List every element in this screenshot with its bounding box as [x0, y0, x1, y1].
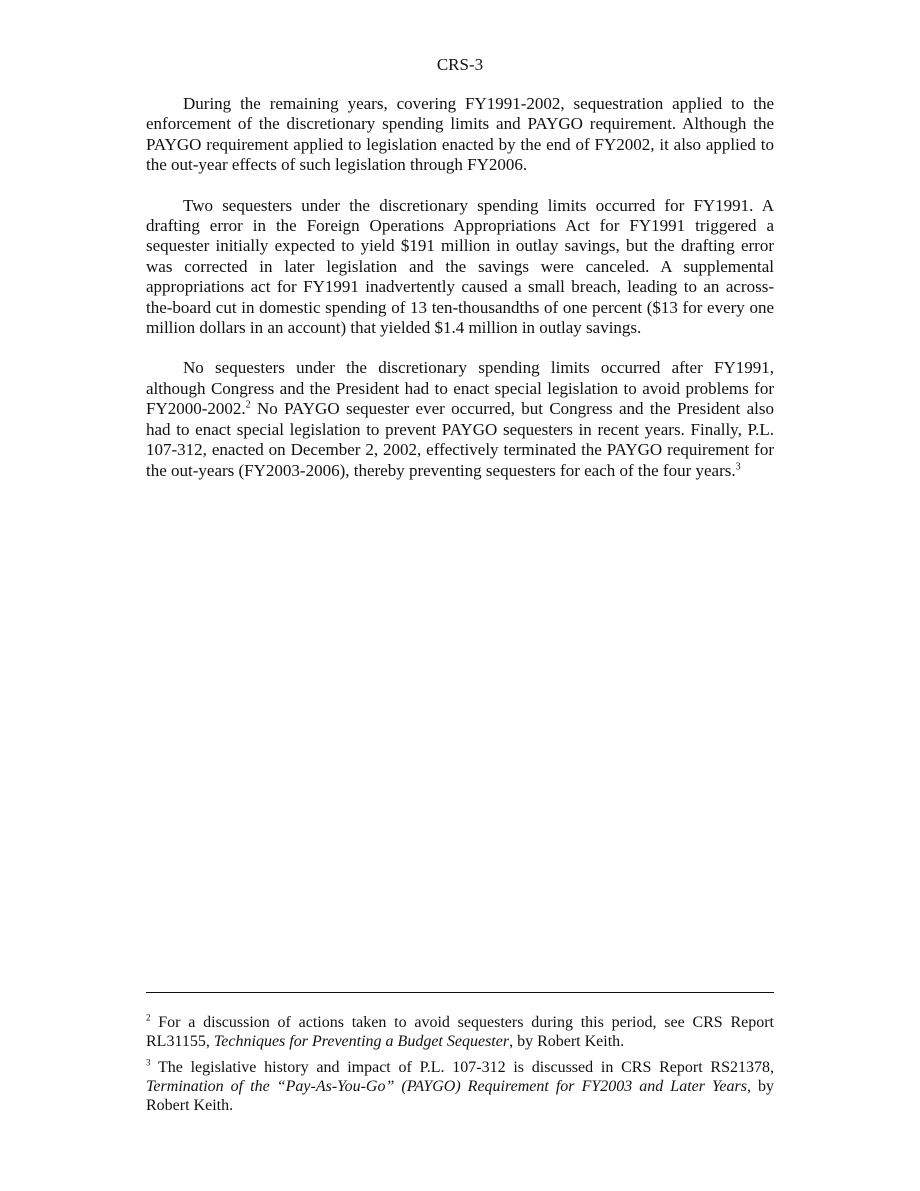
footnote-ref-3: 3 [735, 460, 741, 472]
footnote-ref-2: 2 [245, 399, 251, 411]
paragraph-no-sequesters [146, 358, 774, 480]
footnote-mark: 2 [146, 1012, 151, 1023]
footnote-text: The legislative history and impact of P.L. 107-312 is discussed in CRS Report RS21378, [150, 1059, 774, 1076]
report-title: Techniques for Preventing a Budget Sequester [213, 1033, 510, 1050]
page-header [0, 55, 920, 75]
footnote-3 [146, 1058, 774, 1115]
paragraph-fy1991-sequesters: Two sequesters under the discretionary spending limits occurred for FY1991. A drafting error in the Foreign Operations Appropriations Act for FY1991 triggered a sequester initially expected to yield $191 million in outlay savings, but the drafting error was corrected in later legislation and the savings were canceled. A supplemental appropriations act for FY1991 inadvertently caused a small breach, leading to an across-the-board cut in domestic spending of 13 ten-thousandths of one percent ($13 for every one million dollars in an account) that yielded $1.4 million in outlay savings. [146, 195, 774, 338]
footnote-divider [146, 992, 774, 993]
footnote-text: , by Robert Keith. [146, 1078, 775, 1114]
document-body [146, 94, 774, 501]
paragraph-text: No PAYGO sequester ever occurred, but Congress and the President also had to enact special legislation to prevent PAYGO sequesters in recent years. Finally, P.L. 107-312, enacted on December 2, 2002, effectively terminated the PAYGO requirement for the out-years (FY2003-2006), thereby preventing sequesters for each of the four years. [146, 399, 774, 480]
paragraph-text: No sequesters under the discretionary spending limits occurred after FY1991, although Congress and the President had to enact special legislation to avoid problems for FY2000-2002. [146, 358, 774, 419]
page-number-label: CRS-3 [436, 55, 484, 74]
footnote-text: For a discussion of actions taken to avoid sequesters during this period, see CRS Report RL31155, [146, 1014, 774, 1050]
footnotes [146, 1013, 774, 1122]
footnote-text: , by Robert Keith. [509, 1033, 625, 1050]
paragraph-sequestration-years: During the remaining years, covering FY1991-2002, sequestration applied to the enforcement of the discretionary spending limits and PAYGO requirement. Although the PAYGO requirement applied to legislation enacted by the end of FY2002, it also applied to the out-year effects of such legislation through FY2006. [146, 94, 774, 175]
report-title: Termination of the “Pay-As-You-Go” (PAYGO) Requirement for FY2003 and Later Years [146, 1078, 747, 1095]
footnote-mark: 3 [146, 1057, 151, 1068]
footnote-2 [146, 1013, 774, 1051]
